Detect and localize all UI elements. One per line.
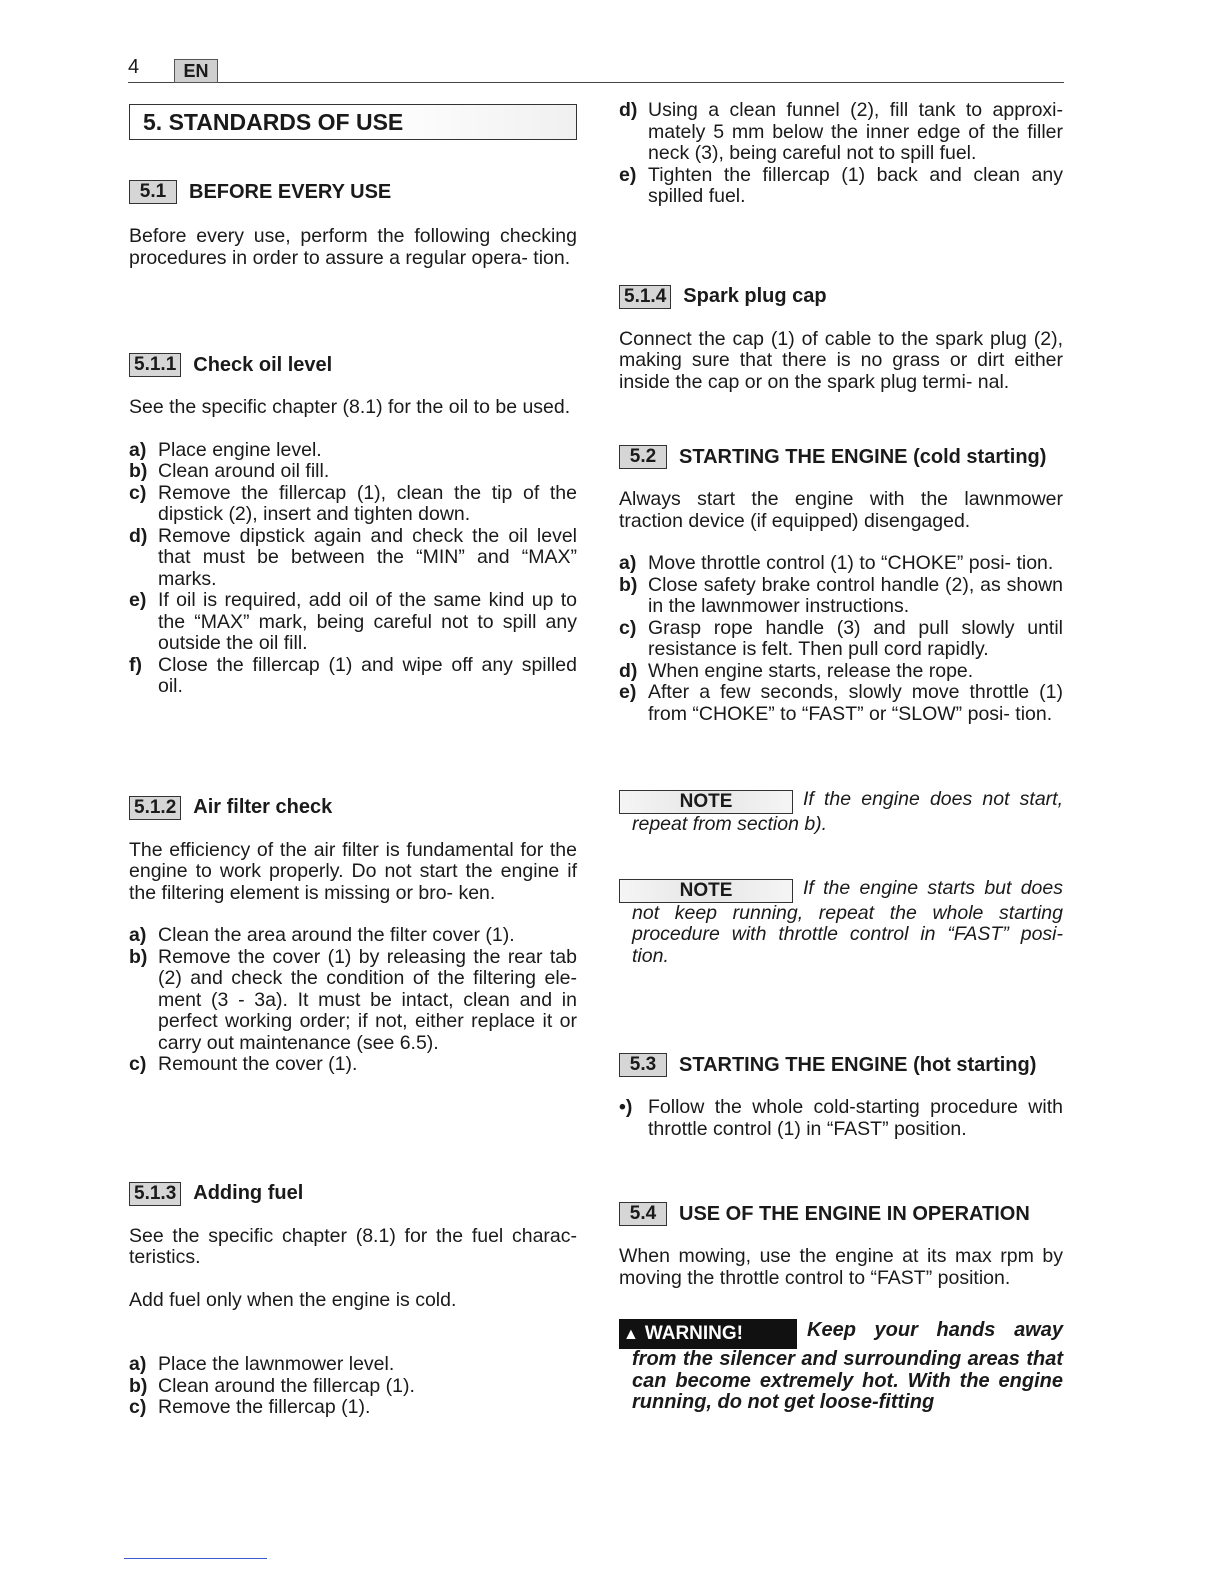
section-5-1-4-text: Connect the cap (1) of cable to the spark plug (2), making sure that there is no grass or dirt either inside the cap or on the spark plug termi- nal. (619, 327, 1063, 393)
section-title: Spark plug cap (683, 285, 827, 307)
warning-label-box (619, 1319, 797, 1349)
note-text: If the engine does not start, repeat from section b). (632, 788, 1063, 835)
list-item: b) Close safety brake control handle (2), as shown in the lawnmower instructions. (619, 573, 1063, 617)
section-5-1-3-text-2: Add fuel only when the engine is cold. (129, 1288, 457, 1311)
section-5-2-heading (619, 445, 1063, 469)
section-number-badge: 5.1.4 (619, 285, 671, 309)
page-number: 4 (128, 56, 140, 78)
section-5-1-heading (129, 180, 577, 204)
section-5-2-text: Always start the engine with the lawnmower traction device (if equipped) disengaged. (619, 488, 1063, 532)
list-item: •) Follow the whole cold-starting procedure with throttle control (1) in “FAST” position. (619, 1096, 1063, 1140)
section-5-4-heading (619, 1202, 1063, 1226)
bottom-rule (124, 1558, 267, 1559)
list-item: d) Using a clean funnel (2), fill tank to approxi- mately 5 mm below the inner edge of the filler neck (3), being careful not to spill fuel. (619, 99, 1063, 164)
language-badge: EN (174, 59, 218, 83)
note-1 (619, 789, 1063, 836)
chapter-title: 5. STANDARDS OF USE (129, 104, 577, 140)
warning-label: WARNING! (644, 1323, 743, 1344)
section-5-1-4-heading (619, 285, 1063, 309)
warning-block (619, 1319, 1063, 1414)
list-item: a) Place the lawnmower level. (129, 1353, 395, 1375)
section-title: Adding fuel (193, 1182, 304, 1204)
cold-start-steps (619, 553, 1063, 725)
note-label: NOTE (619, 879, 793, 903)
fuel-steps (129, 1354, 577, 1419)
section-number-badge: 5.1.2 (129, 796, 181, 820)
section-number-badge: 5.2 (619, 445, 667, 469)
section-number-badge: 5.3 (619, 1053, 667, 1077)
section-5-4-text: When mowing, use the engine at its max rpm by moving the throttle control to “FAST” position. (619, 1245, 1063, 1289)
section-5-1-text: Before every use, perform the following checking procedures in order to assure a regular opera- tion. (129, 225, 577, 269)
list-item: a) Move throttle control (1) to “CHOKE” posi- tion. (619, 552, 1054, 574)
section-5-1-3-heading (129, 1182, 577, 1206)
section-title: Check oil level (193, 353, 333, 376)
section-5-3-heading (619, 1053, 1063, 1077)
section-title: USE OF THE ENGINE IN OPERATION (679, 1202, 1030, 1225)
list-item: a) Place engine level. (129, 438, 322, 461)
list-item: e) After a few seconds, slowly move throttle (1) from “CHOKE” to “FAST” or “SLOW” posi- tion. (619, 681, 1063, 725)
fuel-steps-continued (619, 100, 1063, 208)
note-label: NOTE (619, 790, 793, 814)
left-column (129, 100, 577, 1419)
list-item: d) Remove dipstick again and check the oil level that must be between the “MIN” and “MAX” marks. (129, 524, 577, 590)
list-item: c) Remove the fillercap (1). (129, 1396, 371, 1418)
section-title: BEFORE EVERY USE (189, 180, 392, 203)
hot-start-steps (619, 1097, 1063, 1140)
section-5-1-1-text: See the specific chapter (8.1) for the oil to be used. (129, 396, 571, 418)
section-number-badge: 5.1.3 (129, 1182, 181, 1206)
list-item: e) Tighten the fillercap (1) back and clean any spilled fuel. (619, 163, 1063, 207)
list-item: b) Clean around oil fill. (129, 460, 330, 482)
right-column (619, 100, 1063, 1414)
list-item: a) Clean the area around the filter cover (1). (129, 924, 515, 946)
list-item: b) Remove the cover (1) by releasing the rear tab (2) and check the condition of the filtering ele- ment (3 - 3a). It must be intact, clean and in perfect working order; if not, either replace it or carry out maintenance (see 6.5). (129, 945, 577, 1054)
list-item: c) Remount the cover (1). (129, 1053, 358, 1075)
list-item: e) If oil is required, add oil of the same kind up to the “MAX” mark, being careful not to spill any outside the oil fill. (129, 589, 577, 654)
note-text: If the engine starts but does not keep running, repeat the whole starting procedure with throttle control in “FAST” posi- tion. (632, 876, 1063, 967)
section-5-1-1-heading (129, 353, 577, 377)
list-item: c) Grasp rope handle (3) and pull slowly until resistance is felt. Then pull cord rapidly. (619, 616, 1063, 660)
section-number-badge: 5.1.1 (129, 353, 181, 377)
oil-check-steps (129, 440, 577, 698)
page-header (128, 56, 1064, 83)
section-title: STARTING THE ENGINE (cold starting) (679, 445, 1047, 468)
section-title: Air filter check (193, 796, 333, 818)
section-5-1-2-heading (129, 796, 577, 820)
section-number-badge: 5.4 (619, 1202, 667, 1226)
section-number-badge: 5.1 (129, 180, 177, 204)
section-5-1-3-text: See the specific chapter (8.1) for the fuel charac- teristics. (129, 1224, 577, 1268)
section-5-1-2-text: The efficiency of the air filter is fundamental for the engine to work properly. Do not start the engine if the filtering element is missing or bro- ken. (129, 838, 577, 904)
warning-triangle-icon: ▲ (623, 1326, 639, 1343)
air-filter-steps (129, 925, 577, 1076)
list-item: b) Clean around the fillercap (1). (129, 1374, 415, 1397)
list-item: c) Remove the fillercap (1), clean the tip of the dipstick (2), insert and tighten down. (129, 481, 577, 525)
section-title: STARTING THE ENGINE (hot starting) (679, 1053, 1037, 1076)
list-item: d) When engine starts, release the rope. (619, 659, 974, 682)
list-item: f) Close the fillercap (1) and wipe off any spilled oil. (129, 653, 577, 697)
warning-text: Keep your hands away from the silencer and surrounding areas that can become extremely hot. With the engine running, do not get loose-fitting (632, 1319, 1063, 1413)
note-2 (619, 878, 1063, 968)
